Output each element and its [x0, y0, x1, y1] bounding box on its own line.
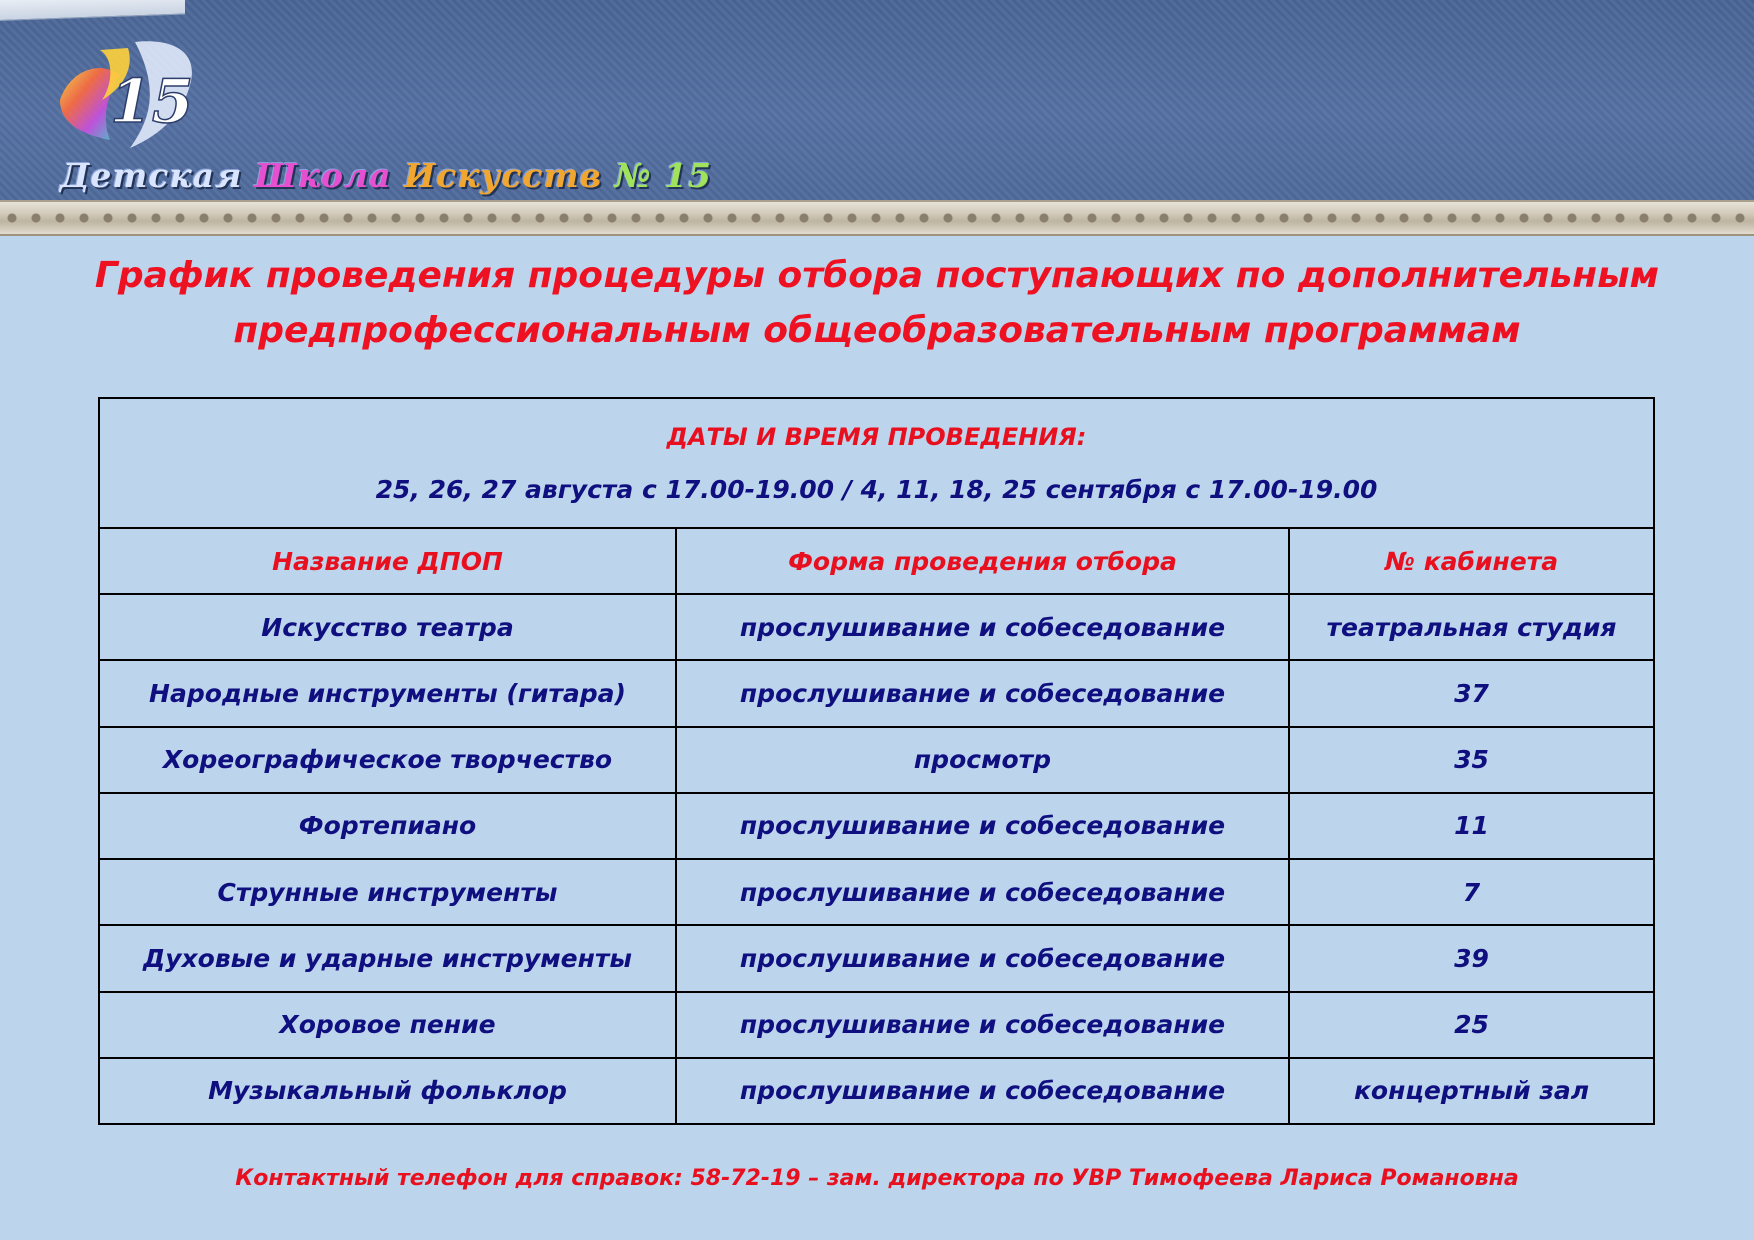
room-number: 35 — [1289, 727, 1654, 793]
school-name-number: № 15 — [614, 156, 712, 195]
page-header — [0, 0, 1754, 232]
selection-form: прослушивание и собеседование — [676, 793, 1289, 859]
selection-form: прослушивание и собеседование — [676, 594, 1289, 660]
selection-form: просмотр — [676, 727, 1289, 793]
school-name-word-3: Искусств — [404, 156, 603, 195]
schedule-table — [98, 397, 1655, 1125]
room-number: концертный зал — [1289, 1058, 1654, 1124]
table-row — [99, 793, 1654, 859]
title-line-2: предпрофессиональным общеобразовательным программам — [233, 310, 1521, 351]
program-name: Искусство театра — [99, 594, 676, 660]
decorative-border — [0, 200, 1754, 236]
selection-form: прослушивание и собеседование — [676, 992, 1289, 1058]
room-number: 25 — [1289, 992, 1654, 1058]
table-row — [99, 727, 1654, 793]
dates-row — [99, 398, 1654, 528]
program-name: Фортепиано — [99, 793, 676, 859]
room-number: театральная студия — [1289, 594, 1654, 660]
selection-form: прослушивание и собеседование — [676, 1058, 1289, 1124]
selection-form: прослушивание и собеседование — [676, 925, 1289, 991]
title-line-1: График проведения процедуры отбора поступающих по дополнительным — [94, 255, 1660, 296]
dates-text: 25, 26, 27 августа с 17.00-19.00 / 4, 11, 18, 25 сентября с 17.00-19.00 — [375, 474, 1378, 504]
program-name: Народные инструменты (гитара) — [99, 660, 676, 726]
room-number: 37 — [1289, 660, 1654, 726]
column-header-form: Форма проведения отбора — [676, 528, 1289, 594]
room-number: 39 — [1289, 925, 1654, 991]
program-name: Музыкальный фольклор — [99, 1058, 676, 1124]
room-number: 7 — [1289, 859, 1654, 925]
program-name: Духовые и ударные инструменты — [99, 925, 676, 991]
school-logo — [40, 30, 210, 160]
program-name: Хоровое пение — [99, 992, 676, 1058]
page-title — [60, 248, 1694, 358]
svg-text:15: 15 — [110, 67, 194, 137]
column-header-program: Название ДПОП — [99, 528, 676, 594]
table-row — [99, 925, 1654, 991]
contact-info: Контактный телефон для справок: 58-72-19 – зам. директора по УВР Тимофеева Лариса Романовна — [235, 1166, 1519, 1191]
selection-form: прослушивание и собеседование — [676, 859, 1289, 925]
table-row — [99, 1058, 1654, 1124]
school-name-word-2: Школа — [254, 156, 392, 195]
school-name — [60, 156, 712, 195]
table-row — [99, 859, 1654, 925]
table-row — [99, 992, 1654, 1058]
column-header-row — [99, 528, 1654, 594]
dates-cell — [99, 398, 1654, 528]
dates-heading: ДАТЫ И ВРЕМЯ ПРОВЕДЕНИЯ: — [666, 422, 1087, 451]
program-name: Хореографическое творчество — [99, 727, 676, 793]
selection-form: прослушивание и собеседование — [676, 660, 1289, 726]
school-name-word-1: Детская — [60, 156, 243, 195]
program-name: Струнные инструменты — [99, 859, 676, 925]
sheet-music-corner — [0, 0, 185, 21]
room-number: 11 — [1289, 793, 1654, 859]
table-row — [99, 594, 1654, 660]
table-row — [99, 660, 1654, 726]
column-header-room: № кабинета — [1289, 528, 1654, 594]
